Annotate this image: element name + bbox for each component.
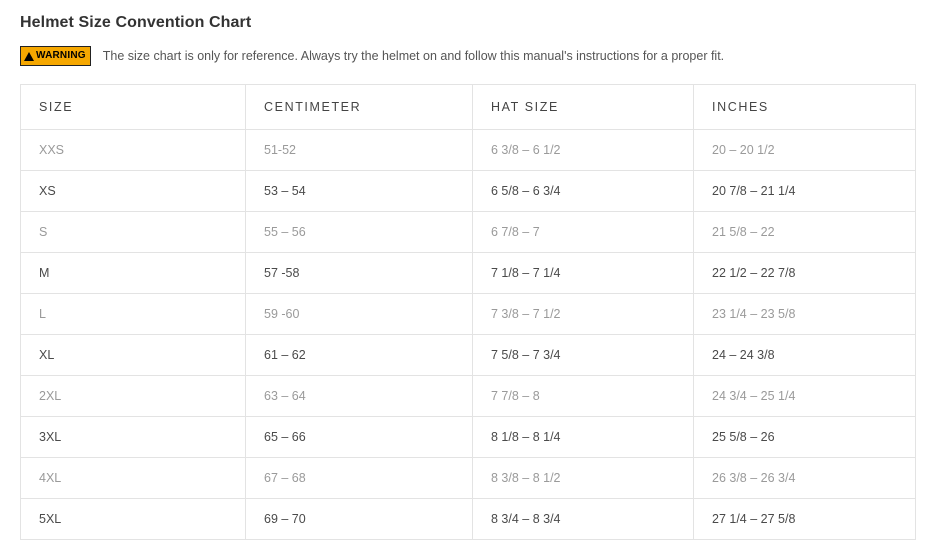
warning-notice	[20, 46, 915, 66]
cell-centimeter: 63 – 64	[246, 376, 473, 417]
cell-size: XS	[21, 171, 246, 212]
table-row	[21, 458, 916, 499]
cell-inches: 22 1/2 – 22 7/8	[694, 253, 916, 294]
cell-centimeter: 65 – 66	[246, 417, 473, 458]
cell-hat-size: 6 7/8 – 7	[473, 212, 694, 253]
table-row	[21, 376, 916, 417]
table-row	[21, 130, 916, 171]
size-chart-table	[20, 84, 916, 540]
warning-badge-label: WARNING	[36, 50, 86, 61]
table-row	[21, 212, 916, 253]
table-row	[21, 171, 916, 212]
warning-badge	[20, 46, 91, 66]
page-title: Helmet Size Convention Chart	[20, 14, 252, 31]
cell-centimeter: 57 -58	[246, 253, 473, 294]
column-header-size: SIZE	[21, 85, 246, 130]
size-chart-page	[0, 8, 935, 555]
cell-size: 4XL	[21, 458, 246, 499]
table-row	[21, 417, 916, 458]
table-header-row	[21, 85, 916, 130]
cell-size: 3XL	[21, 417, 246, 458]
table-row	[21, 335, 916, 376]
cell-inches: 20 7/8 – 21 1/4	[694, 171, 916, 212]
cell-inches: 27 1/4 – 27 5/8	[694, 499, 916, 540]
cell-inches: 24 3/4 – 25 1/4	[694, 376, 916, 417]
cell-centimeter: 53 – 54	[246, 171, 473, 212]
cell-size: L	[21, 294, 246, 335]
cell-inches: 23 1/4 – 23 5/8	[694, 294, 916, 335]
cell-inches: 21 5/8 – 22	[694, 212, 916, 253]
column-header-inches: INCHES	[694, 85, 916, 130]
cell-centimeter: 59 -60	[246, 294, 473, 335]
cell-size: 5XL	[21, 499, 246, 540]
cell-hat-size: 7 7/8 – 8	[473, 376, 694, 417]
cell-size: 2XL	[21, 376, 246, 417]
cell-centimeter: 69 – 70	[246, 499, 473, 540]
column-header-centimeter: CENTIMETER	[246, 85, 473, 130]
cell-centimeter: 51-52	[246, 130, 473, 171]
cell-hat-size: 6 5/8 – 6 3/4	[473, 171, 694, 212]
table-body	[21, 130, 916, 540]
table-row	[21, 294, 916, 335]
cell-size: S	[21, 212, 246, 253]
cell-centimeter: 67 – 68	[246, 458, 473, 499]
cell-centimeter: 55 – 56	[246, 212, 473, 253]
cell-size: XL	[21, 335, 246, 376]
cell-hat-size: 6 3/8 – 6 1/2	[473, 130, 694, 171]
cell-inches: 24 – 24 3/8	[694, 335, 916, 376]
column-header-hat-size: HAT SIZE	[473, 85, 694, 130]
cell-inches: 25 5/8 – 26	[694, 417, 916, 458]
cell-centimeter: 61 – 62	[246, 335, 473, 376]
warning-message: The size chart is only for reference. Always try the helmet on and follow this manual's instructions for a proper fit.	[102, 48, 725, 63]
cell-hat-size: 8 3/4 – 8 3/4	[473, 499, 694, 540]
cell-inches: 26 3/8 – 26 3/4	[694, 458, 916, 499]
cell-size: XXS	[21, 130, 246, 171]
table-row	[21, 499, 916, 540]
cell-hat-size: 7 3/8 – 7 1/2	[473, 294, 694, 335]
warning-triangle-icon	[24, 52, 34, 61]
cell-inches: 20 – 20 1/2	[694, 130, 916, 171]
table-row	[21, 253, 916, 294]
cell-hat-size: 7 5/8 – 7 3/4	[473, 335, 694, 376]
cell-hat-size: 8 1/8 – 8 1/4	[473, 417, 694, 458]
size-chart-table-wrap	[20, 84, 915, 540]
table-header	[21, 85, 916, 130]
cell-hat-size: 7 1/8 – 7 1/4	[473, 253, 694, 294]
cell-size: M	[21, 253, 246, 294]
cell-hat-size: 8 3/8 – 8 1/2	[473, 458, 694, 499]
